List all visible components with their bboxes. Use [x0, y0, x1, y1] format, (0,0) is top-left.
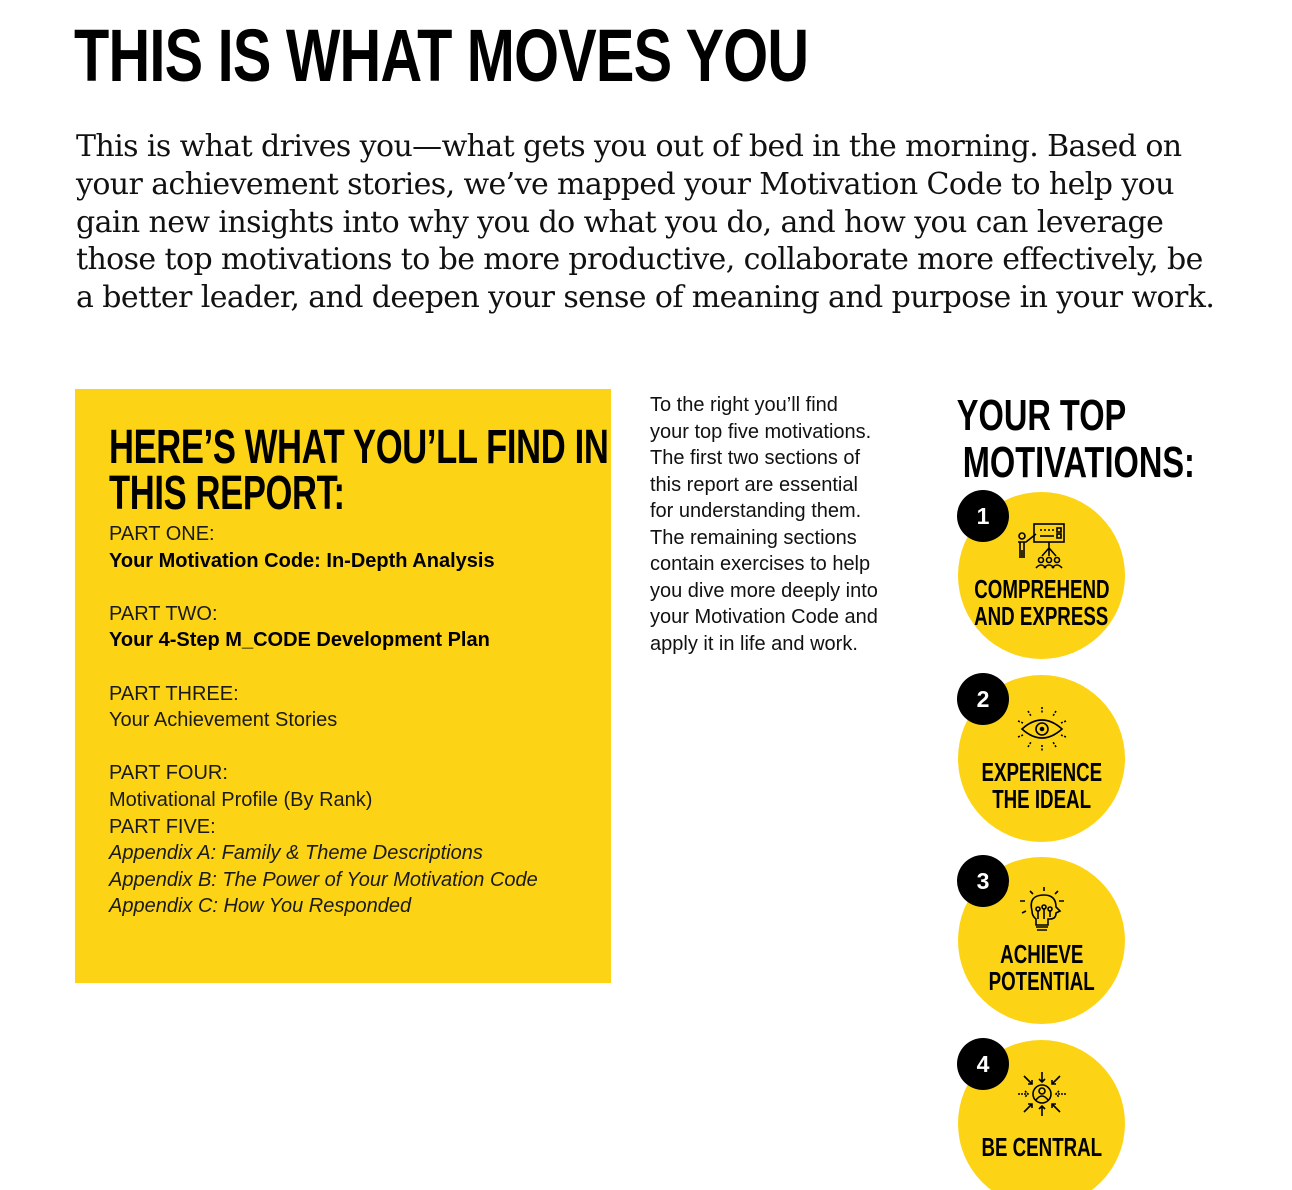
- top-motivations-title-line2: MOTIVATIONS:: [962, 438, 1195, 487]
- motivation-item-2: [958, 675, 1125, 842]
- rank-badge: 3: [957, 855, 1009, 907]
- rank-badge: 2: [957, 673, 1009, 725]
- appendix-c: Appendix C: How You Responded: [109, 895, 412, 918]
- report-parts-list: [109, 521, 581, 920]
- report-box-title: [109, 421, 613, 521]
- part-four-label: PART FOUR:: [109, 762, 228, 785]
- side-note: To the right you’ll find your top five motivations. The first two sections of this report are essential for understanding them. The remaining sections contain exercises to help you dive more deeply into your Motivation Code and apply it in life and work.: [650, 394, 878, 655]
- lightbulb-head-icon: [1016, 887, 1068, 935]
- part-one-label: PART ONE:: [109, 523, 215, 545]
- motivation-label-line1: COMPREHEND: [973, 574, 1110, 604]
- motivation-label-line1: EXPERIENCE: [981, 757, 1102, 787]
- motivation-label-line2: THE IDEAL: [992, 784, 1091, 814]
- top-motivations-title: [922, 391, 1195, 487]
- report-contents-box: [75, 389, 611, 983]
- motivation-item-1: [958, 492, 1125, 659]
- motivation-item-4: [958, 1040, 1125, 1190]
- part-five-label: PART FIVE:: [109, 815, 216, 838]
- part-two-label: PART TWO:: [109, 602, 218, 625]
- motivation-label: [938, 941, 1145, 995]
- motivation-label: [938, 576, 1145, 630]
- motivation-label-line2: AND EXPRESS: [974, 601, 1109, 631]
- rank-badge: 1: [957, 490, 1009, 542]
- eye-icon: [1016, 705, 1068, 753]
- page-title: THIS IS WHAT MOVES YOU: [74, 14, 809, 97]
- motivation-label-line2: POTENTIAL: [988, 966, 1095, 996]
- part-one-value: Your Motivation Code: In-Depth Analysis: [109, 549, 495, 572]
- part-three-value: Your Achievement Stories: [109, 709, 338, 732]
- motivation-label-line1: ACHIEVE: [999, 939, 1084, 969]
- report-box-title-line2: THIS REPORT:: [109, 467, 345, 520]
- person-center-arrows-icon: [1016, 1070, 1068, 1118]
- appendix-b: Appendix B: The Power of Your Motivation Code: [109, 868, 538, 891]
- part-three-label: PART THREE:: [109, 682, 239, 705]
- part-four-value: Motivational Profile (By Rank): [109, 788, 373, 811]
- motivation-item-3: [958, 857, 1125, 1024]
- intro-paragraph: This is what drives you—what gets you out of bed in the morning. Based on your achievement stories, we’ve mapped your Motivation Code to help you gain new insights into why you do what you do, and how you can leverage those top motivations to be more productive, collaborate more effectively, be a better leader, and deepen your sense of meaning and purpose in your work.: [76, 129, 1215, 316]
- motivation-label: [938, 1134, 1145, 1161]
- rank-badge: 4: [957, 1038, 1009, 1090]
- motivation-label: [938, 759, 1145, 813]
- motivation-label-line1: BE CENTRAL: [981, 1132, 1102, 1162]
- top-motivations-title-line1: YOUR TOP: [957, 391, 1127, 440]
- report-box-title-line1: HERE’S WHAT YOU’LL FIND IN: [109, 421, 609, 474]
- presenter-icon: [1016, 522, 1068, 570]
- appendix-a: Appendix A: Family & Theme Descriptions: [109, 842, 483, 865]
- part-two-value: Your 4-Step M_CODE Development Plan: [109, 629, 490, 652]
